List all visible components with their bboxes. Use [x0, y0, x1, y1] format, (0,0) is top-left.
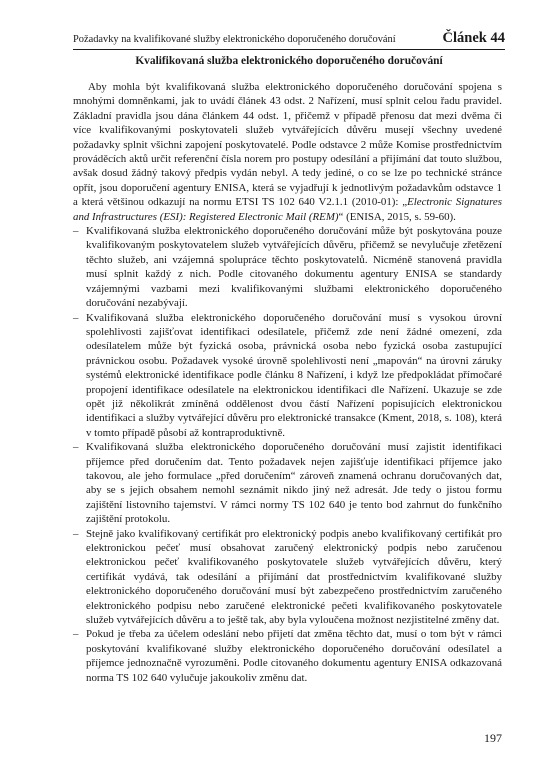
bullet-dash: –: [73, 527, 79, 540]
requirements-list: [73, 224, 502, 685]
intro-italic-title: Electronic Signatures and Infrastructures (ESI): Registered Electronic Mail (REM): [73, 196, 502, 223]
bullet-dash: –: [73, 441, 79, 454]
running-header-article: Článek 44: [442, 30, 505, 46]
running-header: [73, 30, 505, 50]
list-item-text: Stejně jako kvalifikovaný certifikát pro elektronický podpis anebo kvalifikovaný certifikát pro elektronickou pečeť musí obsahovat zaručený elektronický podpis nebo zaručenou elektronickou pečeť kvalifikovaného poskytovatele služeb vytvářejících důvěru, který certifikát vydává, tak odesílání a přijímání dat prostřednictvím kvalifikované služby elektronického doporučeného doručování musí být zabezpečeno prostřednictvím zaručeného elektronického podpisu nebo zaručené elektronické pečeti kvalifikovaného poskytovatele služeb vytvářejících důvěru a to ještě tak, aby byla vyloučena možnost nezjistitelné změny dat.: [86, 527, 502, 627]
list-item: [73, 224, 502, 310]
section-title: Kvalifikovaná služba elektronického doporučeného doručování: [135, 55, 443, 67]
intro-text-end: “ (ENISA, 2015, s. 59-60).: [338, 210, 456, 223]
bullet-dash: –: [73, 628, 79, 641]
list-item: [73, 627, 502, 685]
list-item: [73, 527, 502, 628]
list-item-text: Pokud je třeba za účelem odeslání nebo přijetí dat změna těchto dat, musí o tom být v rámci poskytování kvalifikované služby elektronického doporučeného doručování odesílatel a příjemce jednoznačně vyrozuměni. Podle citovaného dokumentu agentury ENISA odkazovaná norma TS 102 640 vylučuje jakoukoliv změnu dat.: [86, 628, 502, 684]
page-number: 197: [484, 731, 502, 745]
list-item-text: Kvalifikovaná služba elektronického doporučeného doručování musí s vysokou úrovní spolehlivosti zajišťovat identifikaci odesílatele, přičemž zde není žádné omezení, zda odesílatelem může být fyzická osoba, právnická osoba nebo fyzická osoba zastupující právnickou osobu. Požadavek vysoké úrovně spolehlivosti není „mapován“ na úrovni záruky systémů elektronické identifikace podle článku 8 Nařízení, i když lze předpokládat přímočaré propojení identifikace odesílatele na elektronickou identifikaci dle Nařízení. Ukazuje se zde opět již několikrát zmíněná oddělenost dvou částí Nařízení popisujících elektronickou identifikaci a služby vytvářející důvěru pro elektronické transakce (Kment, 2018, s. 108), která v tomto případě působí až kontraproduktivně.: [86, 311, 502, 439]
running-header-title: Požadavky na kvalifikované služby elektronického doporučeného doručování: [73, 34, 396, 45]
intro-paragraph: [73, 80, 502, 224]
list-item: [73, 440, 502, 526]
list-item-text: Kvalifikovaná služba elektronického doporučeného doručování může být poskytována pouze kvalifikovaným poskytovatelem služeb vytvářejících důvěru, přičemž se nevylučuje zřetězení těchto služeb, ani vzájemná spolupráce těchto poskytovatelů. Nicméně stanovená pravidla musí splnit každý z nich. Podle citovaného dokumentu agentury ENISA se standardy vzájemnými vazbami mezi kvalifikovanými službami elektronického doporučeného doručování nezabývají.: [86, 225, 502, 310]
intro-text: Aby mohla být kvalifikovaná služba elektronického doporučeného doručování spojena s mnohými domněnkami, jak to uvádí článek 43 odst. 2 Nařízení, musí splnit celou řadu pravidel. Základní pravidla jsou dána článkem 44 odst. 1, přičemž v případě přenosu dat mezi dvěma či více kvalifikovanými poskytovateli služeb vytvářejících důvěru musejí všechny uvedené požadavky splnit všichni zapojení poskytovatelé. Podle odstavce 2 může Komise prostřednictvím prováděcích aktů určit referenční čísla norem pro postupy odesílání a přijímání dat touto službou, avšak dosud žádný takový předpis vydán nebyl. A tedy jediné, o co se lze po technické stránce opřít, jsou doporučení agentury ENISA, která se vyjadřují k jednotlivým požadavkům odstavce 1 a která většinou odkazují na normu ETSI TS 102 640 V2.1.1 (2010-01): „: [73, 81, 502, 209]
bullet-dash: –: [73, 311, 79, 324]
list-item: [73, 311, 502, 441]
bullet-dash: –: [73, 225, 79, 238]
page-body: [73, 80, 502, 685]
list-item-text: Kvalifikovaná služba elektronického doporučeného doručování musí zajistit identifikaci příjemce před doručením dat. Tento požadavek nejen zajišťuje identifikaci příjemce jako takovou, ale jeho formulace „před doručením“ zároveň znamená ochranu doručovaných dat, aby se s jejich obsahem nemohl seznámit nikdo jiný než adresát. Jde tedy o jistou formu zajištění listovního tajemství. V rámci normy TS 102 640 je tento bod zahrnut do funkčního zajištění protokolu.: [86, 441, 502, 526]
